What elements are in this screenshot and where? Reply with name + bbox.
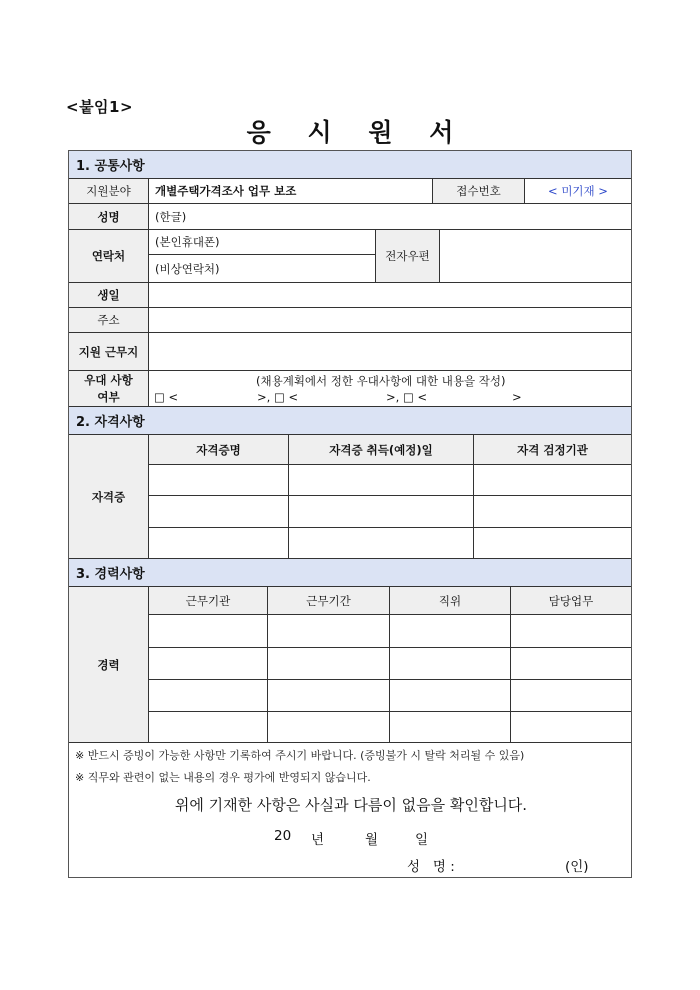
note-evidence: ※ 반드시 증빙이 가능한 사항만 기록하여 주시기 바랍니다. (증빙불가 시 탈락 처리될 수 있음) [75,749,525,762]
preference-label-line2: 여부 [97,389,120,404]
preference-field[interactable] [149,371,631,407]
name-field[interactable]: (한글) [149,204,631,230]
col-issuing-agency: 자격 검정기관 [474,435,631,465]
signature-label: 성 명 : [407,859,455,875]
experience-row2-duties[interactable] [511,648,631,680]
experience-row1-duties[interactable] [511,615,631,648]
workplace-field[interactable] [149,333,631,371]
note-relevance: ※ 직무와 관련이 없는 내용의 경우 평가에 반영되지 않습니다. [75,771,371,784]
experience-row4-employer[interactable] [149,712,268,743]
experience-row3-period[interactable] [268,680,390,712]
field-label: 지원분야 [69,179,149,204]
experience-row3-position[interactable] [390,680,511,712]
name-label: 성명 [69,204,149,230]
qualification-row2-agency[interactable] [474,496,631,528]
attachment-label: <붙임1> [66,98,134,116]
experience-row3-duties[interactable] [511,680,631,712]
section-experience-header: 3. 경력사항 [69,559,631,587]
receipt-number-label: 접수번호 [433,179,525,204]
experience-row1-position[interactable] [390,615,511,648]
qualification-row2-name[interactable] [149,496,289,528]
preference-checkbox-2[interactable]: >, □ < [257,390,299,404]
experience-row4-duties[interactable] [511,712,631,743]
col-duties: 담당업무 [511,587,631,615]
col-qualification-name: 자격증명 [149,435,289,465]
confirmation-statement: 위에 기재한 사항은 사실과 다름이 없음을 확인합니다. [174,796,528,814]
preference-instruction: (채용계획에서 정한 우대사항에 대한 내용을 작성) [256,374,506,388]
section-qualifications-header: 2. 자격사항 [69,407,631,435]
qualification-row3-name[interactable] [149,528,289,559]
qualification-row3-agency[interactable] [474,528,631,559]
col-acquisition-date: 자격증 취득(예정)일 [289,435,474,465]
experience-row4-position[interactable] [390,712,511,743]
experience-row1-period[interactable] [268,615,390,648]
qualification-row1-name[interactable] [149,465,289,496]
qualification-row1-agency[interactable] [474,465,631,496]
date-year-label: 년 [311,832,325,848]
address-field[interactable] [149,308,631,333]
col-position: 직위 [390,587,511,615]
qualification-row1-date[interactable] [289,465,474,496]
experience-row2-period[interactable] [268,648,390,680]
emergency-contact-field[interactable]: (비상연락처) [149,255,376,283]
receipt-number-value: < 미기재 > [525,179,631,204]
col-period: 근무기간 [268,587,390,615]
experience-row1-employer[interactable] [149,615,268,648]
preference-end: > [512,390,522,404]
address-label: 주소 [69,308,149,333]
date-month-label: 월 [365,832,379,848]
email-field[interactable] [440,230,631,283]
preference-label-line1: 우대 사항 [84,372,133,387]
experience-row2-employer[interactable] [149,648,268,680]
experience-row2-position[interactable] [390,648,511,680]
date-year-prefix: 20 [274,828,292,844]
phone-field[interactable]: (본인휴대폰) [149,230,376,255]
preference-label [69,371,149,407]
preference-checkbox-3[interactable]: >, □ < [386,390,428,404]
form-title: 응 시 원 서 [246,118,468,147]
email-label: 전자우편 [376,230,440,283]
seal-label: (인) [565,859,589,875]
field-value[interactable]: 개별주택가격조사 업무 보조 [149,179,433,204]
col-employer: 근무기관 [149,587,268,615]
qualification-label: 자격증 [69,435,149,559]
experience-row4-period[interactable] [268,712,390,743]
application-form [68,150,632,878]
experience-label: 경력 [69,587,149,743]
experience-row3-employer[interactable] [149,680,268,712]
contact-label: 연락처 [69,230,149,283]
section-common-header: 1. 공통사항 [69,151,631,179]
qualification-row3-date[interactable] [289,528,474,559]
birth-field[interactable] [149,283,631,308]
date-day-label: 일 [415,832,429,848]
preference-checkbox-1[interactable]: □ < [154,390,179,404]
qualification-row2-date[interactable] [289,496,474,528]
workplace-label: 지원 근무지 [69,333,149,371]
birth-label: 생일 [69,283,149,308]
